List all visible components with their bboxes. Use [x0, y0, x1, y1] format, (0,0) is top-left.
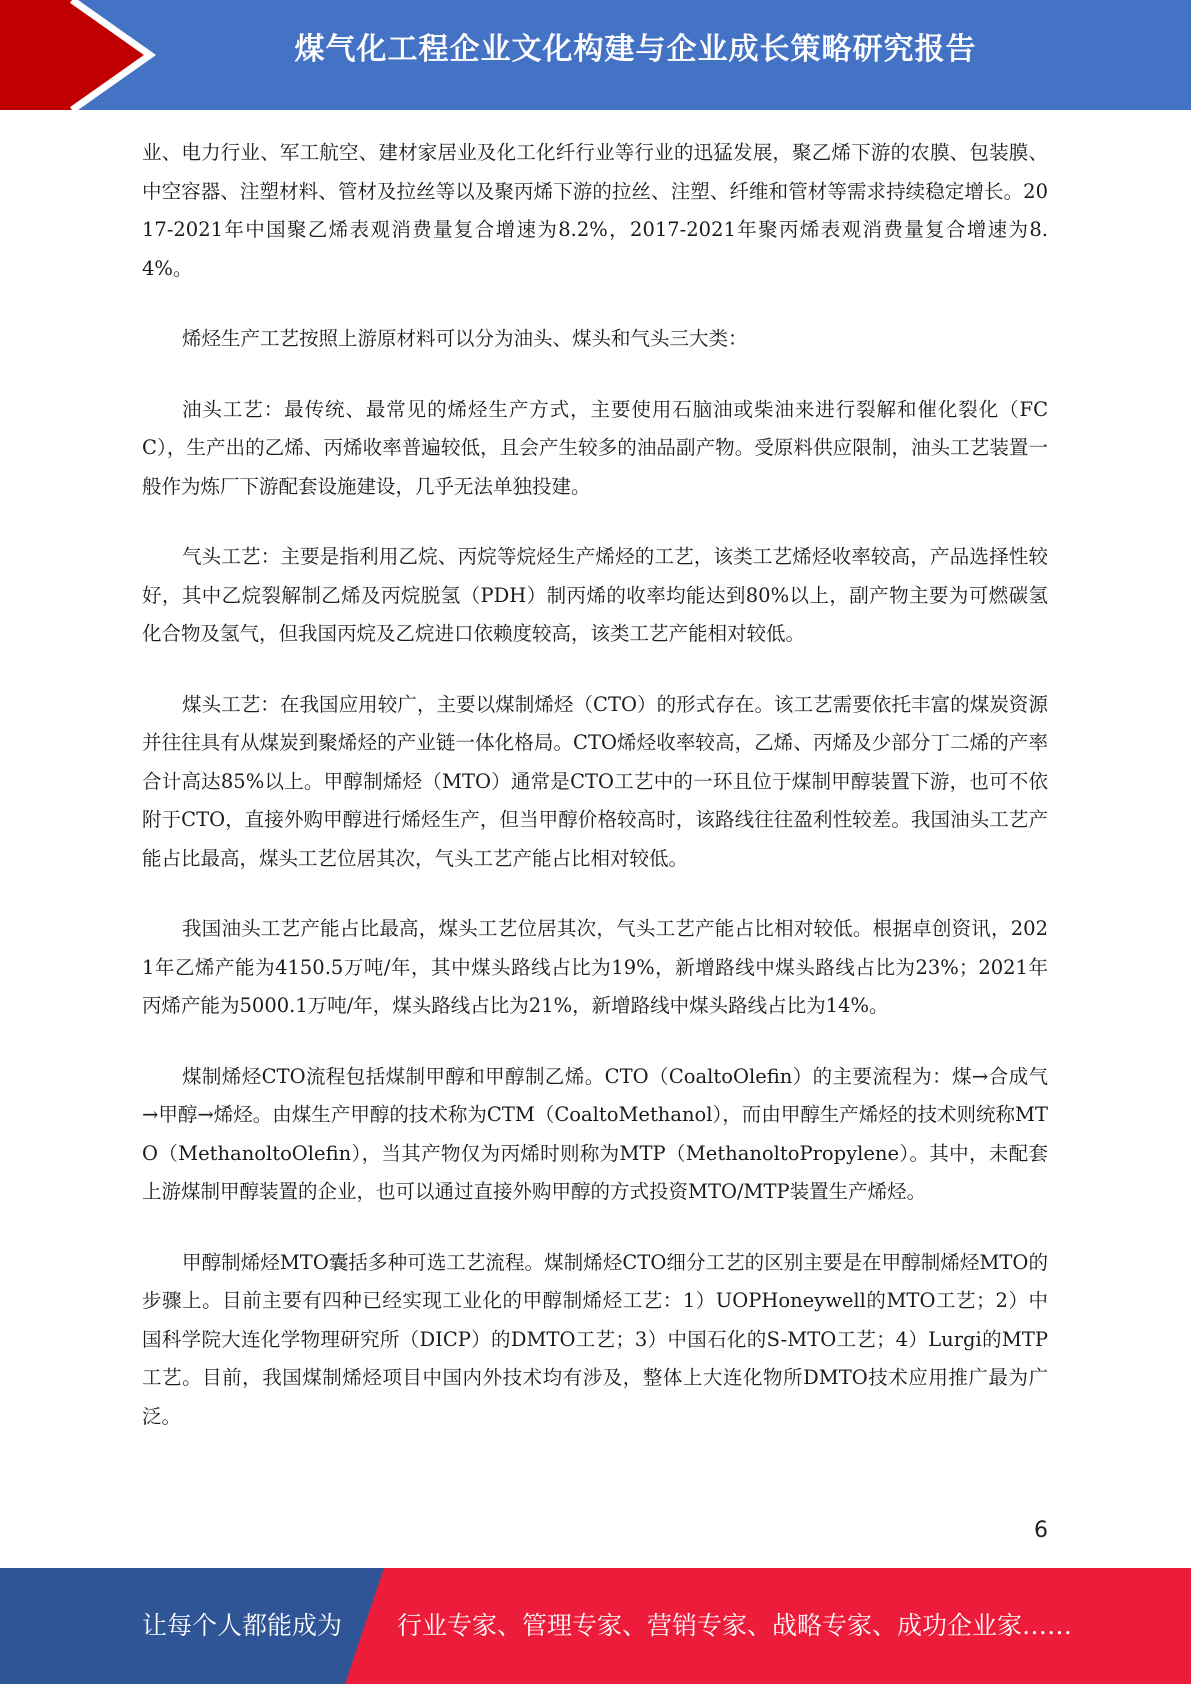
footer-slogan-right: 行业专家、管理专家、营销专家、战略专家、成功企业家…… — [397, 1611, 1073, 1640]
footer-slogan-left: 让每个人都能成为 — [142, 1611, 343, 1640]
red-chevron-icon — [0, 0, 160, 110]
document-title: 煤气化工程企业文化构建与企业成长策略研究报告 — [294, 32, 977, 67]
document-body — [142, 134, 1048, 1468]
paragraph-6: 我国油头工艺产能占比最高，煤头工艺位居其次，气头工艺产能占比相对较低。根据卓创资讯，2021年乙烯产能为4150.5万吨/年，其中煤头路线占比为19%，新增路线中煤头路线占比为23%；2021年丙烯产能为5000.1万吨/年，煤头路线占比为21%，新增路线中煤头路线占比为14%。 — [142, 917, 1048, 1017]
paragraph-5: 煤头工艺：在我国应用较广，主要以煤制烯烃（CTO）的形式存在。该工艺需要依托丰富的煤炭资源并往往具有从煤炭到聚烯烃的产业链一体化格局。CTO烯烃收率较高，乙烯、丙烯及少部分丁二烯的产率合计高达85%以上。甲醇制烯烃（MTO）通常是CTO工艺中的一环且位于煤制甲醇装置下游，也可不依附于CTO，直接外购甲醇进行烯烃生产，但当甲醇价格较高时，该路线往往盈利性较差。我国油头工艺产能占比最高，煤头工艺位居其次，气头工艺产能占比相对较低。 — [142, 692, 1048, 870]
paragraph-7: 煤制烯烃CTO流程包括煤制甲醇和甲醇制乙烯。CTO（CoaltoOlefin）的主要流程为：煤→合成气→甲醇→烯烃。由煤生产甲醇的技术称为CTM（CoaltoMethanol），而由甲醇生产烯烃的技术则统称MTO（MethanoltoOlefin），当其产物仅为丙烯时则称为MTP（MethanoltoPropylene）。其中，未配套上游煤制甲醇装置的企业，也可以通过直接外购甲醇的方式投资MTO/MTP装置生产烯烃。 — [142, 1064, 1048, 1203]
page-number: 6 — [1034, 1518, 1048, 1543]
paragraph-3: 油头工艺：最传统、最常见的烯烃生产方式，主要使用石脑油或柴油来进行裂解和催化裂化（FCC），生产出的乙烯、丙烯收率普遍较低，且会产生较多的油品副产物。受原料供应限制，油头工艺装置一般作为炼厂下游配套设施建设，几乎无法单独投建。 — [142, 397, 1048, 498]
paragraph-4: 气头工艺：主要是指利用乙烷、丙烷等烷烃生产烯烃的工艺，该类工艺烯烃收率较高，产品选择性较好，其中乙烷裂解制乙烯及丙烷脱氢（PDH）制丙烯的收率均能达到80%以上，副产物主要为可燃碳氢化合物及氢气，但我国丙烷及乙烷进口依赖度较高，该类工艺产能相对较低。 — [142, 545, 1048, 645]
paragraph-8: 甲醇制烯烃MTO囊括多种可选工艺流程。煤制烯烃CTO细分工艺的区别主要是在甲醇制烯烃MTO的步骤上。目前主要有四种已经实现工业化的甲醇制烯烃工艺：1）UOPHoneywell的MTO工艺；2）中国科学院大连化学物理研究所（DICP）的DMTO工艺；3）中国石化的S-MTO工艺；4）Lurgi的MTP工艺。目前，我国煤制烯烃项目中国内外技术均有涉及，整体上大连化物所DMTO技术应用推广最为广泛。 — [142, 1250, 1048, 1428]
page-header — [0, 0, 1191, 110]
paragraph-1: 业、电力行业、军工航空、建材家居业及化工化纤行业等行业的迅猛发展，聚乙烯下游的农膜、包装膜、中空容器、注塑材料、管材及拉丝等以及聚丙烯下游的拉丝、注塑、纤维和管材等需求持续稳定增长。2017-2021年中国聚乙烯表观消费量复合增速为8.2%，2017-2021年聚丙烯表观消费量复合增速为8.4%。 — [142, 141, 1048, 280]
paragraph-2: 烯烃生产工艺按照上游原材料可以分为油头、煤头和气头三大类： — [182, 327, 748, 350]
page-footer — [0, 1568, 1191, 1684]
